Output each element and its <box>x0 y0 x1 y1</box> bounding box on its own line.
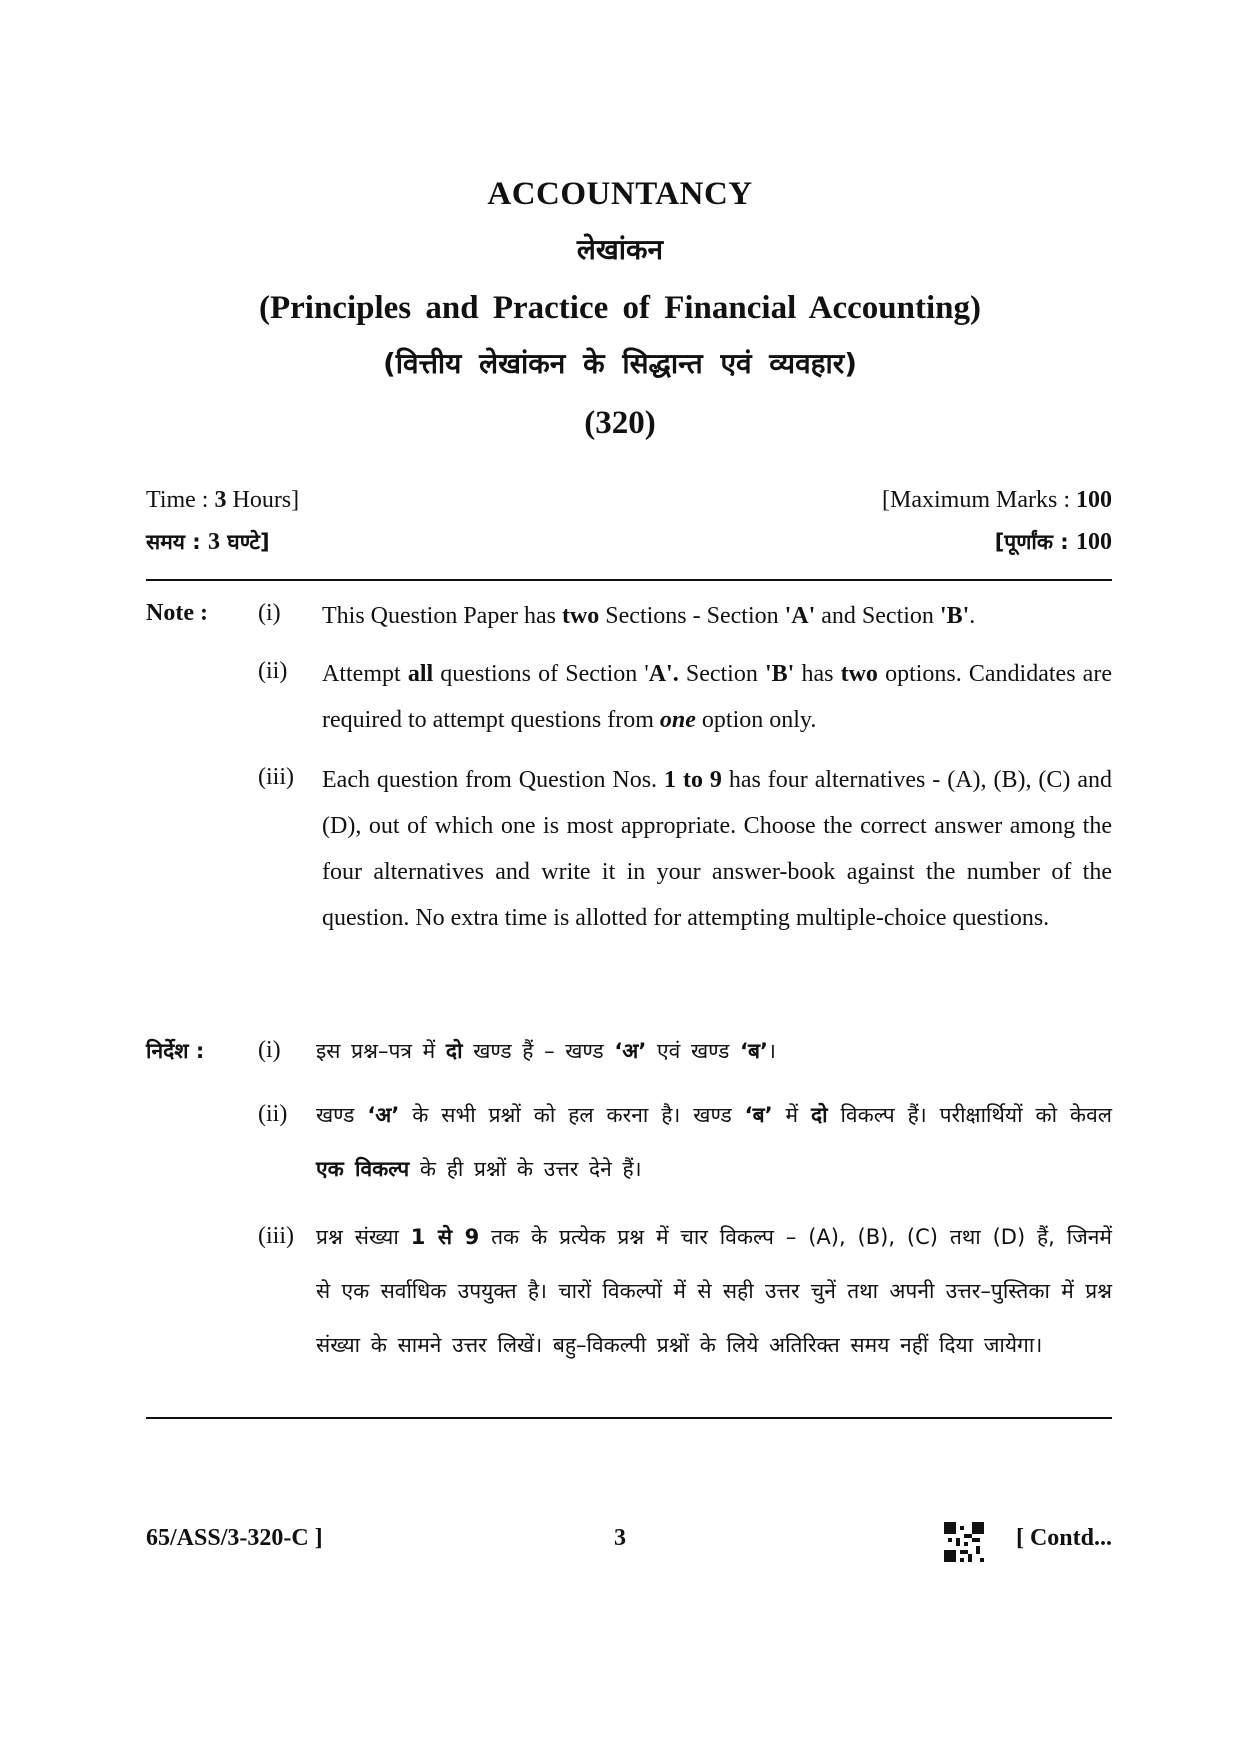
note-item-num-hindi: (i) <box>258 1037 281 1063</box>
note-item-num-hindi: (ii) <box>258 1101 288 1127</box>
marks-value: 100 <box>1076 487 1112 513</box>
subject-title: ACCOUNTANCY <box>487 176 753 212</box>
marks-label: [Maximum Marks : <box>882 487 1076 513</box>
note-item: Each question from Question Nos. 1 to 9 has four alternatives - (A), (B), (C) and (D), out of which one is most appropriate. Choose the correct answer among the four alternatives and write it in your answer-book against the number of the question. No extra time is allotted for attempting multiple-choice questions. <box>322 767 1112 931</box>
subject-code: (320) <box>584 405 656 441</box>
note-item: Attempt all questions of Section 'A'. Section 'B' has two options. Candidates are required to attempt questions from one option only. <box>322 661 1112 733</box>
time-info <box>146 487 299 514</box>
time-label: Time : <box>146 487 215 513</box>
time-value: 3 <box>214 487 227 513</box>
subject-title-hindi: लेखांकन <box>576 233 664 266</box>
marks-label-hindi: [पूर्णांक : <box>994 530 1076 554</box>
time-value-hindi: 3 <box>207 529 220 555</box>
paper-subtitle-hindi: (वित्तीय लेखांकन के सिद्धान्त एवं व्यवहार) <box>382 347 858 380</box>
note-item-num: (iii) <box>258 764 294 790</box>
max-marks-info <box>882 487 1112 514</box>
divider-bottom <box>146 1417 1112 1419</box>
paper-code: 65/ASS/3-320-C ] <box>146 1525 323 1551</box>
page-number: 3 <box>614 1525 626 1551</box>
divider-top <box>146 579 1112 581</box>
time-unit: Hours] <box>226 487 300 513</box>
qr-code-icon <box>944 1522 984 1562</box>
marks-value-hindi: 100 <box>1076 529 1112 555</box>
note-item-num-hindi: (iii) <box>258 1223 294 1249</box>
note-label-hindi: निर्देश : <box>146 1039 205 1063</box>
time-label-hindi: समय : <box>146 530 208 554</box>
time-info-hindi <box>146 528 270 556</box>
paper-subtitle: (Principles and Practice of Financial Accounting) <box>258 290 982 326</box>
note-item: This Question Paper has two Sections - Section 'A' and Section 'B'. <box>322 603 976 629</box>
note-item-hindi: खण्ड ‘अ’ के सभी प्रश्नों को हल करना है। खण्ड ‘ब’ में दो विकल्प हैं। परीक्षार्थियों को केवल एक विकल्प के ही प्रश्नों के उत्तर देने हैं। <box>316 1103 1112 1181</box>
note-item-num: (i) <box>258 600 281 626</box>
max-marks-info-hindi <box>995 528 1112 556</box>
note-label: Note : <box>146 600 208 626</box>
note-item-num: (ii) <box>258 658 288 684</box>
time-unit-hindi: घण्टे] <box>219 530 270 554</box>
note-item-hindi: इस प्रश्न–पत्र में दो खण्ड हैं – खण्ड ‘अ’ एवं खण्ड ‘ब’। <box>316 1039 776 1063</box>
continued-marker: [ Contd... <box>1015 1525 1112 1551</box>
note-item-hindi: प्रश्न संख्या 1 से 9 तक के प्रत्येक प्रश्न में चार विकल्प – (A), (B), (C) तथा (D) हैं, जिनमें से एक सर्वाधिक उपयुक्त है। चारों विकल्पों में से सही उत्तर चुनें तथा अपनी उत्तर–पुस्तिका में प्रश्न संख्या के सामने उत्तर लिखें। बहु–विकल्पी प्रश्नों के लिये अतिरिक्त समय नहीं दिया जायेगा। <box>316 1225 1112 1357</box>
